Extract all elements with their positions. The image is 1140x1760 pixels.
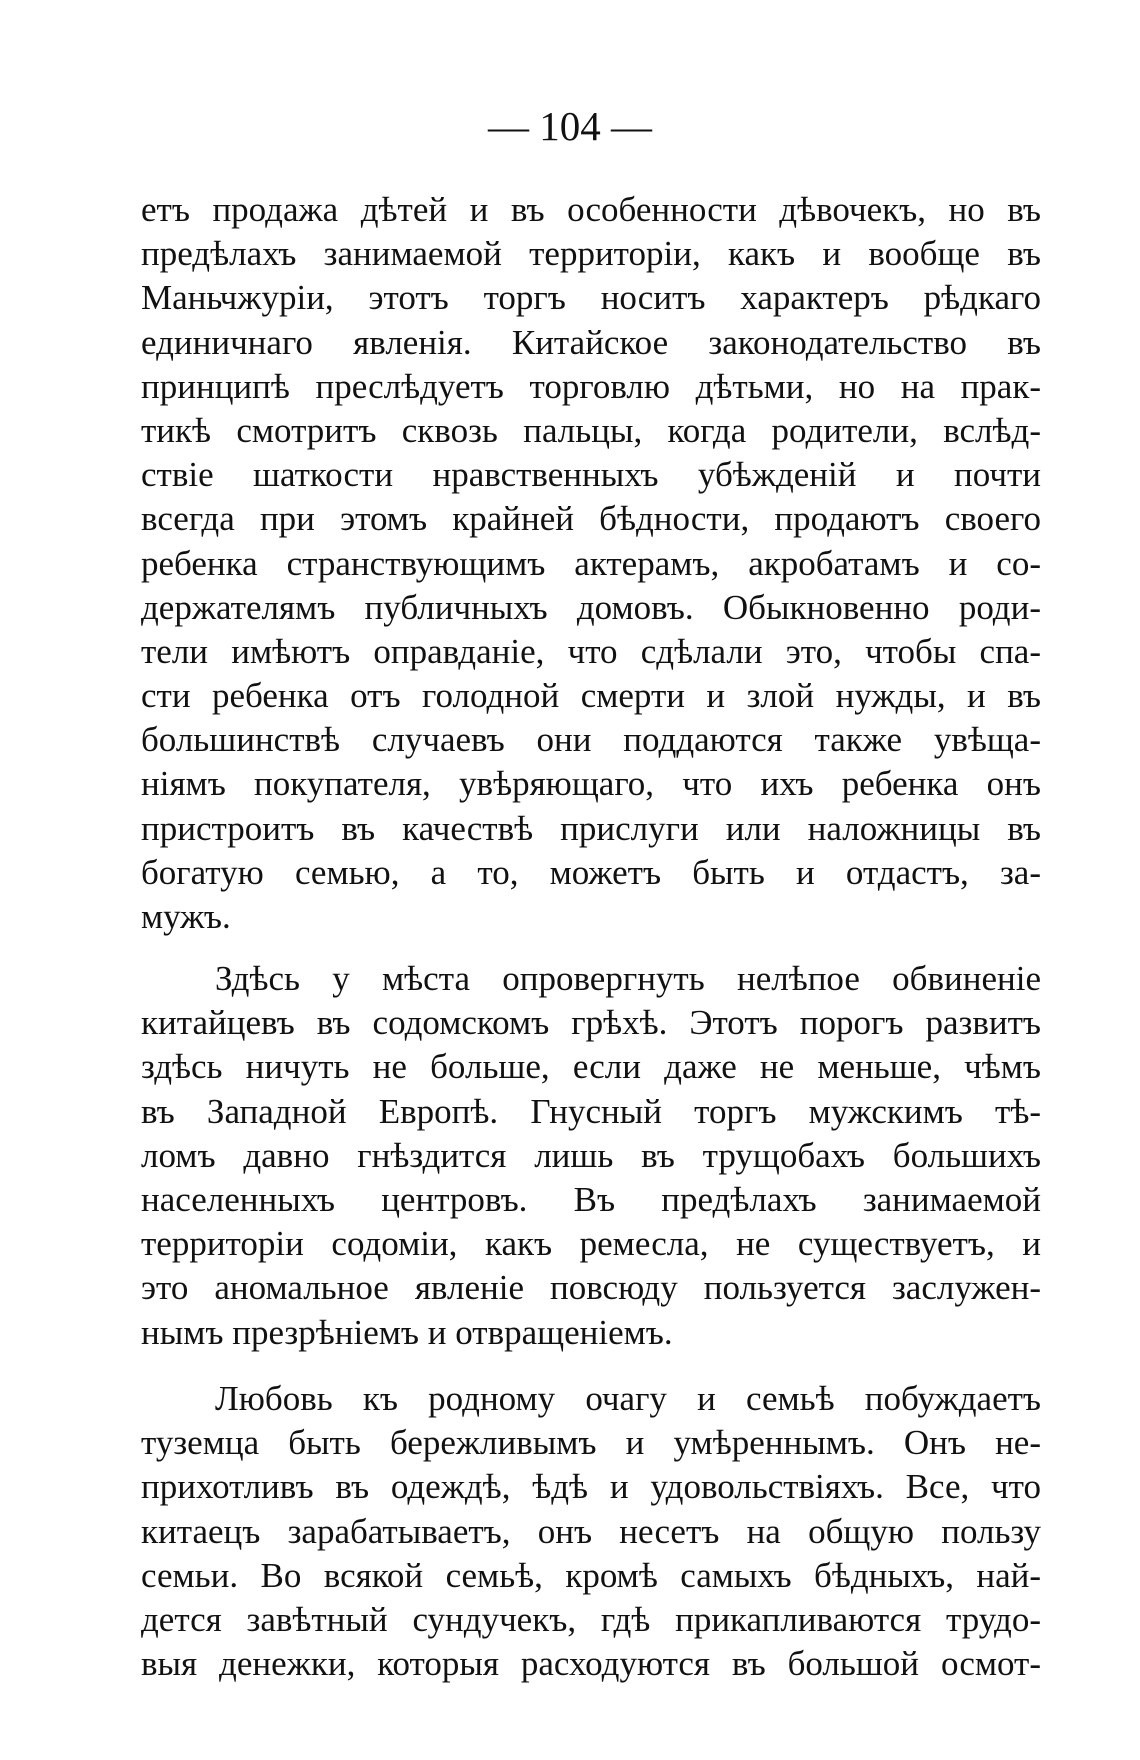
text-line: единичнаго явленія. Китайское законодательство въ (141, 322, 1041, 362)
text-line: ломъ давно гнѣздится лишь въ трущобахъ большихъ (141, 1135, 1041, 1175)
text-line: большинствѣ случаевъ они поддаются также увѣща- (141, 720, 1041, 760)
text-line: держателямъ публичныхъ домовъ. Обыкновенно роди- (141, 587, 1041, 627)
text-line: Здѣсь у мѣста опровергнуть нелѣпое обвиненіе (215, 959, 1041, 998)
text-line: принципѣ преслѣдуетъ торговлю дѣтьми, но на прак- (141, 366, 1041, 406)
paragraph-2 (141, 957, 1041, 1355)
paragraph-1 (141, 188, 1041, 939)
text-line: Любовь къ родному очагу и семьѣ побуждаетъ (215, 1379, 1041, 1418)
page-number: — 104 — (488, 103, 652, 149)
text-line: сти ребенка отъ голодной смерти и злой нужды, и въ (141, 676, 1041, 716)
text-line: всегда при этомъ крайней бѣдности, продаютъ своего (141, 499, 1041, 539)
text-line: китайцевъ въ содомскомъ грѣхѣ. Этотъ порогъ развитъ (141, 1003, 1041, 1043)
text-line: дется завѣтный сундучекъ, гдѣ прикапливаются трудо- (141, 1599, 1041, 1639)
text-line: ніямъ покупателя, увѣряющаго, что ихъ ребенка онъ (141, 764, 1041, 804)
text-line: китаецъ зарабатываетъ, онъ несетъ на общую пользу (141, 1511, 1041, 1551)
text-line: ствіе шаткости нравственныхъ убѣжденій и почти (141, 455, 1041, 495)
text-line: пристроитъ въ качествѣ прислуги или наложницы въ (141, 808, 1041, 848)
text-line: тикѣ смотритъ сквозь пальцы, когда родители, вслѣд- (141, 410, 1041, 450)
text-line: етъ продажа дѣтей и въ особенности дѣвочекъ, но въ (141, 190, 1041, 229)
text-line: въ Западной Европѣ. Гнусный торгъ мужскимъ тѣ- (141, 1091, 1041, 1131)
text-line: Маньчжуріи, этотъ торгъ носитъ характеръ рѣдкаго (141, 278, 1041, 318)
text-line: нымъ презрѣніемъ и отвращеніемъ. (141, 1312, 673, 1352)
text-line: территоріи содоміи, какъ ремесла, не существуетъ, и (141, 1224, 1041, 1264)
text-line: богатую семью, а то, можетъ быть и отдастъ, за- (141, 852, 1041, 892)
text-line: семьи. Во всякой семьѣ, кромѣ самыхъ бѣдныхъ, най- (141, 1555, 1041, 1595)
text-line: прихотливъ въ одеждѣ, ѣдѣ и удовольствіяхъ. Все, что (141, 1467, 1041, 1507)
text-line: это аномальное явленіе повсюду пользуется заслужен- (141, 1268, 1041, 1308)
text-line: мужъ. (141, 897, 231, 936)
text-line: тели имѣютъ оправданіе, что сдѣлали это, чтобы спа- (141, 631, 1041, 671)
text-line: ребенка странствующимъ актерамъ, акробатамъ и со- (141, 543, 1041, 583)
text-line: населенныхъ центровъ. Въ предѣлахъ занимаемой (141, 1179, 1041, 1219)
text-line: выя денежки, которыя расходуются въ большой осмот- (141, 1644, 1041, 1684)
text-line: здѣсь ничуть не больше, если даже не меньше, чѣмъ (141, 1047, 1041, 1087)
text-line: туземца быть бережливымъ и умѣреннымъ. Онъ не- (141, 1423, 1041, 1463)
text-line: предѣлахъ занимаемой территоріи, какъ и вообще въ (141, 234, 1041, 274)
paragraph-3 (141, 1377, 1041, 1686)
